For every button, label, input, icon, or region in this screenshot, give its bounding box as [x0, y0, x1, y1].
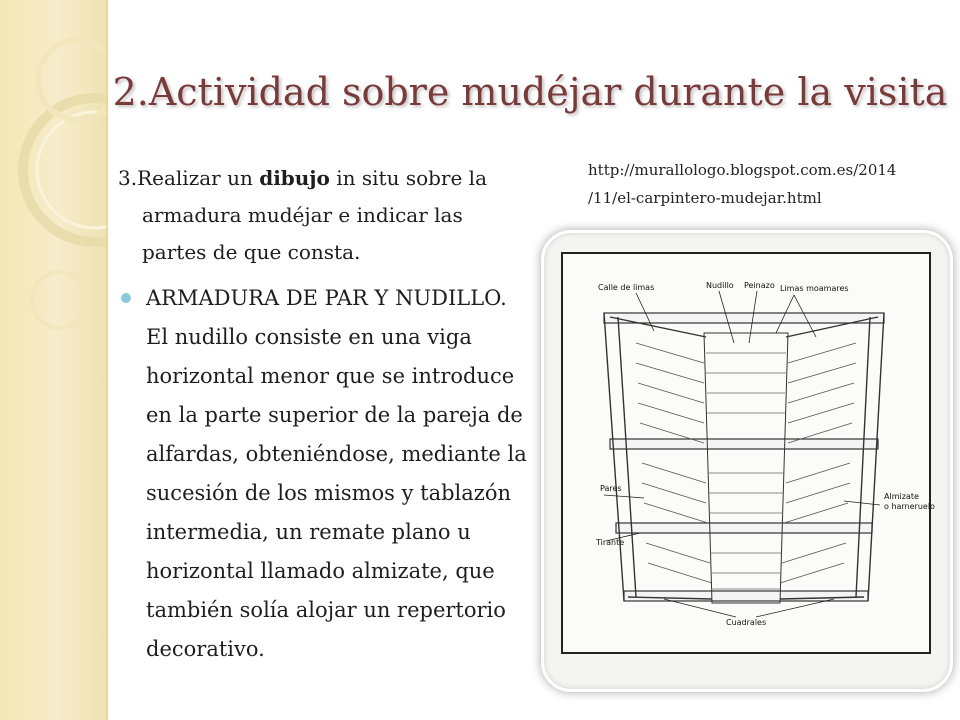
bullet-text: ARMADURA DE PAR Y NUDILLO. El nudillo consiste en una viga horizontal menor que se introduce en la parte superior de la pareja de alfardas, obteniéndose, mediante la sucesión de los mismos y tablazón intermedia, un remate plano u horizontal llamado almizate, que también solía alojar un repertorio decorativo.	[146, 286, 527, 661]
point-3-prefix: 3.Realizar un	[118, 166, 260, 190]
decorative-side-band	[0, 0, 108, 720]
source-url-line2: /11/el-carpintero-mudejar.html	[588, 189, 822, 207]
label-cuadrales: Cuadrales	[726, 618, 767, 627]
point-3-bold-word: dibujo	[259, 166, 330, 190]
label-peinazo: Peinazo	[744, 281, 775, 290]
label-calle-de-limas: Calle de limas	[598, 283, 655, 292]
armadura-drawing	[544, 233, 950, 689]
point-3-paragraph	[118, 160, 533, 271]
decorative-circles	[0, 0, 106, 720]
slide-title: 2.Actividad sobre mudéjar durante la visita	[112, 70, 948, 114]
bullet-dot-icon	[121, 293, 131, 303]
text-column	[118, 160, 533, 669]
label-tirante: Tirante	[596, 538, 625, 547]
bullet-item	[118, 279, 533, 669]
label-harneruelo: o harneruelo	[884, 502, 935, 511]
armadura-diagram-image	[541, 230, 953, 692]
label-nudillo: Nudillo	[706, 281, 734, 290]
source-url-line1: http://murallologo.blogspot.com.es/2014	[588, 161, 897, 179]
label-limas-moamares: Limas moamares	[780, 284, 849, 293]
point-3-line1-tail: in situ sobre la	[329, 166, 487, 190]
point-3-rest: armadura mudéjar e indicar las partes de que consta.	[142, 203, 463, 264]
label-almizate: Almizate	[884, 492, 919, 501]
source-url[interactable]	[588, 156, 918, 212]
label-pares: Pares	[600, 484, 622, 493]
